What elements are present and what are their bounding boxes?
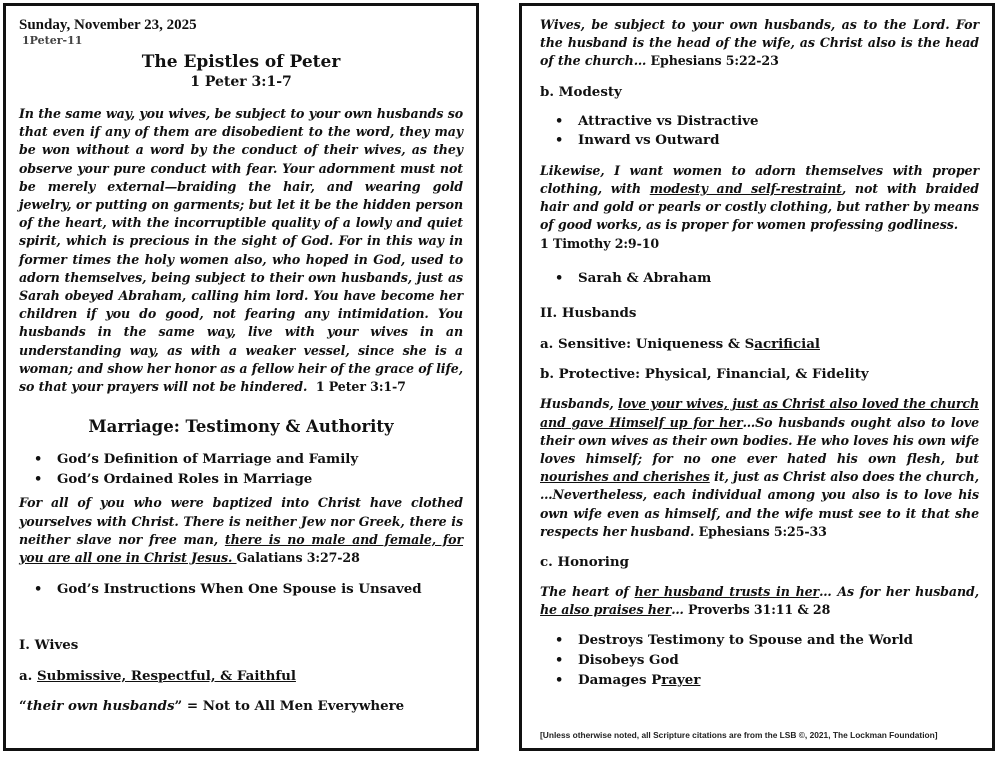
passage-text: In the same way, you wives, be subject to your own husbands so that even if any of them are disobedient to the word, they may be won without a word by the conduct of their wives, as they observe your pure conduct with fear. Your adornment must not be merely external—braiding the hair, and wearing gold jewelry, or putting on garments; but let it be the hidden person of the heart, with the incorruptible quality of a lowly and quiet spirit, which is precious in the sight of God. For in this way in former times the holy women also, who hoped in God, used to adorn themselves, being subject to their own husbands, just as Sarah obeyed Abraham, calling him lord. You have become her children if you do good, not fearing any intimidation. You husbands in the same way, live with your wives in an understanding way, as with a weaker vessel, since she is a woman; and show her honor as a fellow heir of the grace of life, so that your prayers will not be hindered. 1 Peter 3:1-7 xyxy=(19,106,463,395)
timothy-passage: Likewise, I want women to adorn themselves with proper clothing, with modesty and self-restraint, not with braided hair and gold or pearls or costly clothing, but rather by means of good works, as is proper for women professing godliness. 1 Timothy 2:9-10 xyxy=(540,162,979,251)
bullet-item: • God’s Ordained Roles in Marriage xyxy=(57,470,463,490)
marriage-bullet-list xyxy=(19,450,463,489)
bullet-item: • Destroys Testimony to Spouse and the World xyxy=(578,631,979,651)
scripture-ref: Ephesians 5:22-23 xyxy=(650,53,779,69)
scripture-ref: Proverbs 31:11 & 28 xyxy=(688,602,831,618)
wives-point-a: a. Submissive, Respectful, & Faithful xyxy=(19,667,296,684)
husbands-point-b: b. Protective: Physical, Financial, & Fidelity xyxy=(540,366,869,383)
husbands-point-a: a. Sensitive: Uniqueness & Sacrificial xyxy=(540,336,820,353)
left-page xyxy=(3,3,479,751)
lesson-code: 1Peter-11 xyxy=(22,34,83,47)
bullet-item: • Disobeys God xyxy=(578,651,979,671)
bullet-item: • Attractive vs Distractive xyxy=(578,112,979,132)
date-heading: Sunday, November 23, 2025 xyxy=(19,17,197,33)
bullet-item: • Inward vs Outward xyxy=(578,131,979,151)
scripture-ref: Galatians 3:27-28 xyxy=(236,550,360,566)
their-own-husbands-note: “their own husbands” = Not to All Men Everywhere xyxy=(19,697,405,714)
husbands-heading: II. Husbands xyxy=(540,305,637,322)
scripture-ref: 1 Timothy 2:9-10 xyxy=(540,235,660,251)
sarah-bullet-list xyxy=(540,269,979,289)
scripture-ref: 1 Peter 3:1-7 xyxy=(315,379,406,395)
modesty-bullet-list xyxy=(540,112,979,151)
scripture-ref: Ephesians 5:25-33 xyxy=(698,523,827,539)
page-title: The Epistles of Peter xyxy=(141,52,341,72)
consequence-bullet-list xyxy=(540,631,979,690)
right-page xyxy=(519,3,995,751)
copyright-footnote: [Unless otherwise noted, all Scripture citations are from the LSB ©, 2021, The Lockman Foundation] xyxy=(540,730,938,740)
honoring-heading: c. Honoring xyxy=(540,554,629,571)
spouse-bullet-list xyxy=(19,580,463,600)
galatians-passage: For all of you who were baptized into Christ have clothed yourselves with Christ. There is neither Jew nor Greek, there is neither slave nor free man, there is no male and female, for you are all one in Christ Jesus. Galatians 3:27-28 xyxy=(19,495,464,566)
bullet-item: • Damages Prayer xyxy=(578,671,979,691)
section-heading: Marriage: Testimony & Authority xyxy=(88,417,394,437)
ephesians-5-22-passage: Wives, be subject to your own husbands, as to the Lord. For the husband is the head of the wife, as Christ also is the head of the church… Ephesians 5:22-23 xyxy=(540,17,979,69)
underlined-phrase: there is no male and female, for you are all one in Christ Jesus. xyxy=(19,531,464,566)
modesty-heading: b. Modesty xyxy=(540,83,622,100)
bullet-item: • Sarah & Abraham xyxy=(578,269,979,289)
ephesians-5-25-passage: Husbands, love your wives, just as Christ also loved the church and gave Himself up for her…So husbands ought also to love their own wives as their own bodies. He who loves his own wife loves himself; for no one ever hated his own flesh, but nourishes and cherishes it, just as Christ also does the church, …Nevertheless, each individual among you also is to love his own wife even as himself, and the wife must see to it that she respects her husband. Ephesians 5:25-33 xyxy=(540,396,980,539)
passage-reference: 1 Peter 3:1-7 xyxy=(190,74,292,90)
wives-heading: I. Wives xyxy=(19,636,79,653)
bullet-item: • God’s Instructions When One Spouse is Unsaved xyxy=(57,580,463,600)
proverbs-passage: The heart of her husband trusts in her… As for her husband, he also praises her… Proverbs 31:11 & 28 xyxy=(540,584,979,618)
bullet-item: • God’s Definition of Marriage and Family xyxy=(57,450,463,470)
